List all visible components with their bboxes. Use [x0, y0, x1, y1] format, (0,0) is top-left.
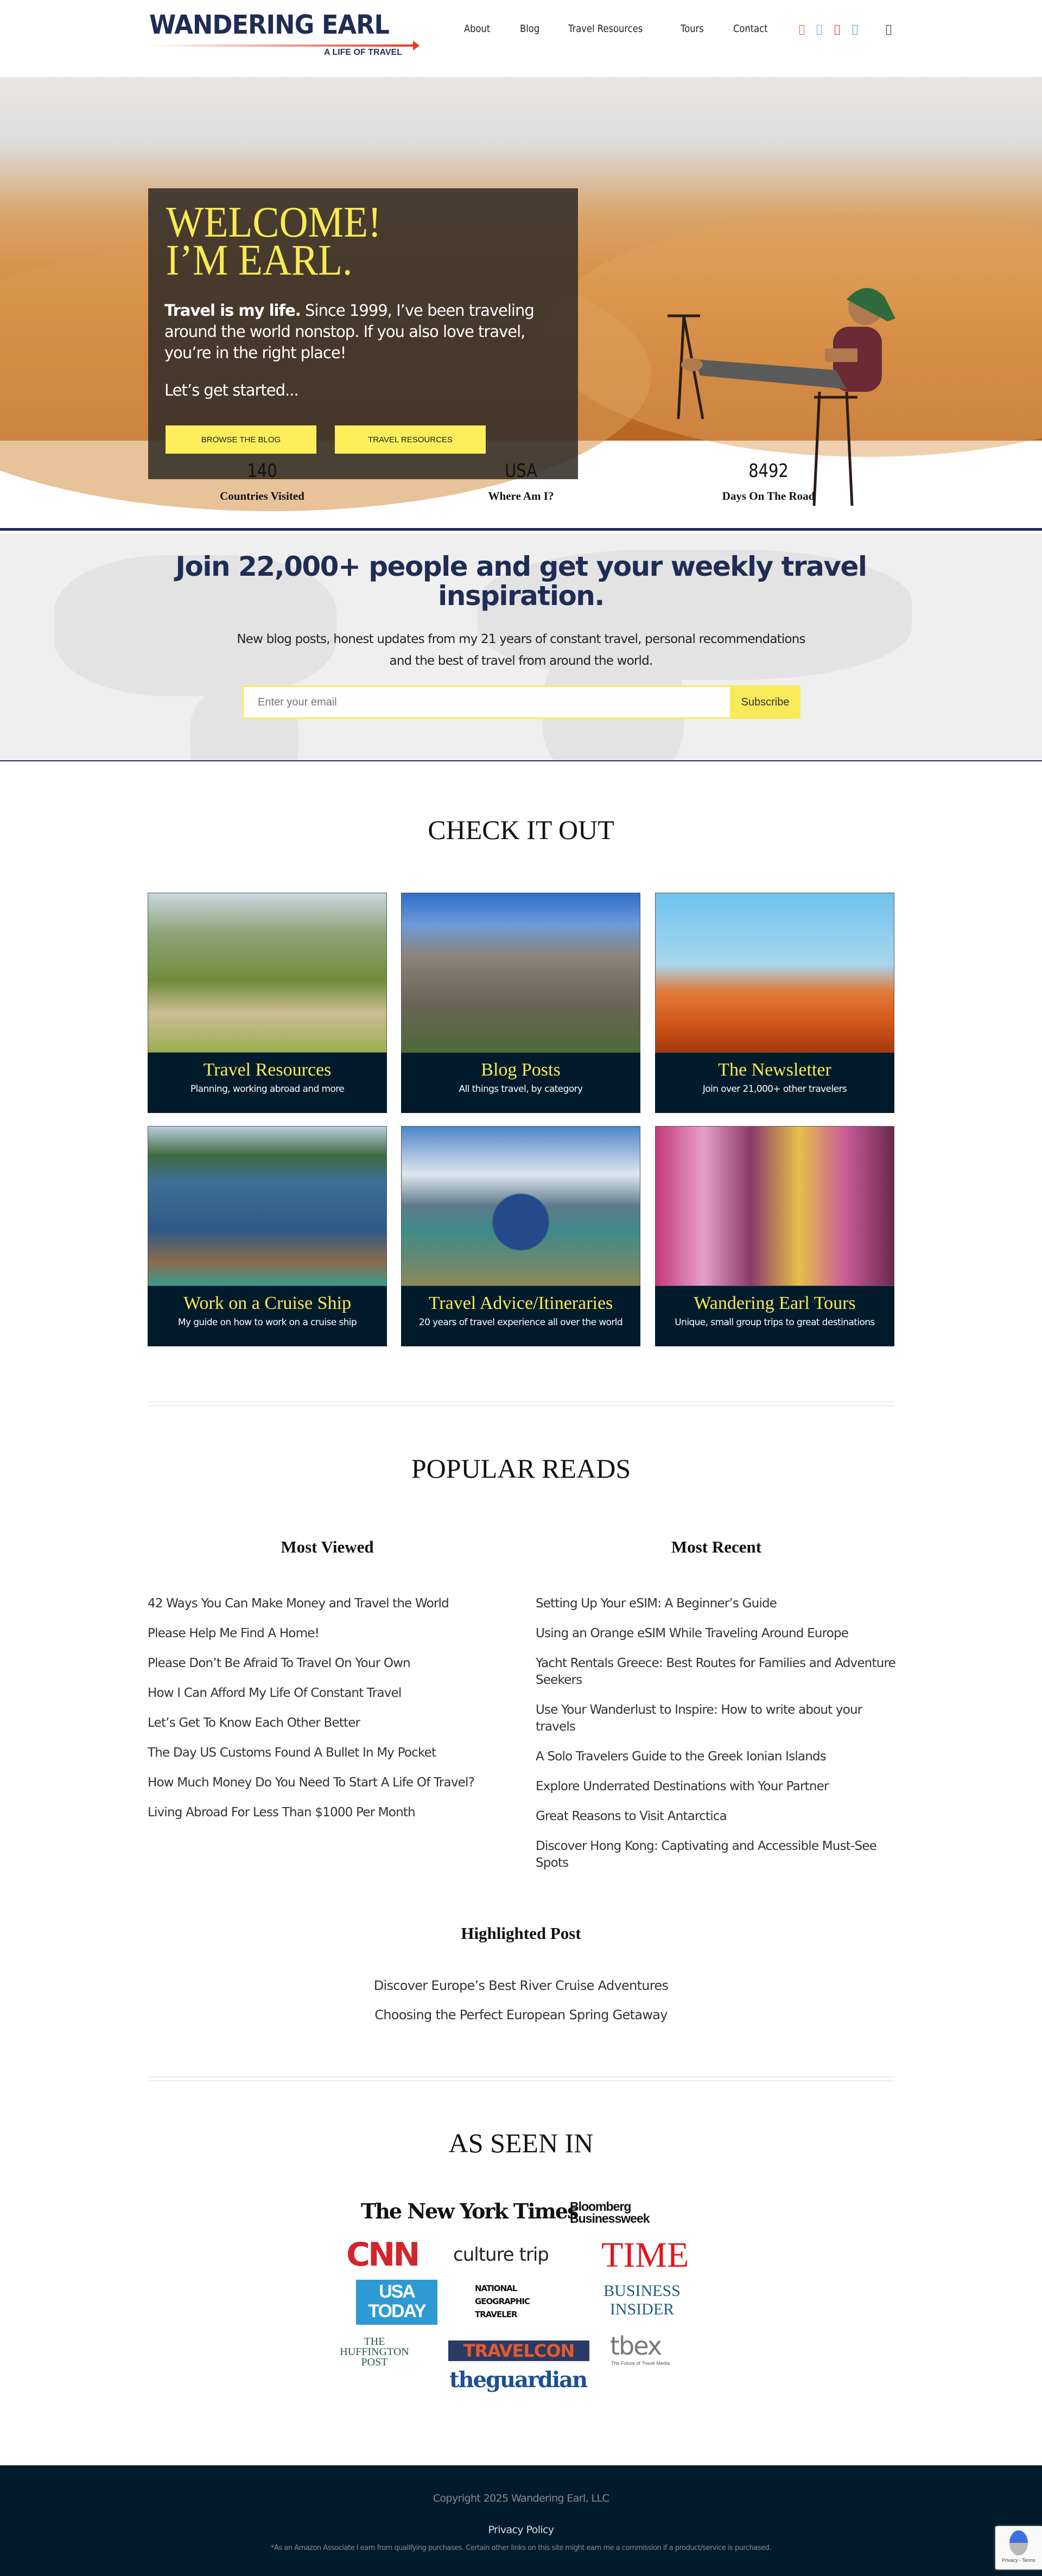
logo-huffington-post: THE HUFFINGTON POST: [340, 2336, 409, 2368]
stat-countries: 140 Countries Visited: [220, 460, 304, 503]
card-blog-posts[interactable]: Blog Posts All things travel, by category: [401, 893, 640, 1113]
logo-tbex: tbex: [610, 2331, 661, 2361]
logo-title: WANDERING EARL: [149, 10, 390, 40]
welcome-panel: [148, 188, 578, 479]
logo-tagline: A LIFE OF TRAVEL: [324, 48, 402, 57]
logo-usa-today: USA TODAY: [356, 2280, 437, 2325]
newsletter-section: [0, 533, 1042, 761]
instagram-icon[interactable]: [853, 25, 857, 35]
hero-section: [0, 77, 1042, 444]
section-divider: [148, 2077, 894, 2081]
list-item[interactable]: How I Can Afford My Life Of Constant Travel: [148, 1686, 402, 1700]
subscribe-button[interactable]: Subscribe: [730, 685, 800, 719]
section-divider: [148, 1402, 894, 1406]
highlighted-post-link[interactable]: Choosing the Perfect European Spring Getaway: [374, 2007, 668, 2022]
list-item[interactable]: Using an Orange eSIM While Traveling Around Europe: [536, 1626, 849, 1640]
list-item[interactable]: Please Don’t Be Afraid To Travel On Your Own: [148, 1656, 410, 1670]
popular-reads-title: POPULAR READS: [411, 1453, 631, 1484]
affiliate-disclaimer: *As an Amazon Associate I earn from qualifying purchases. Certain other links on this site might earn me a commission if a product/service is purchased.: [271, 2544, 771, 2552]
card-image: [148, 1126, 387, 1286]
list-item[interactable]: How Much Money Do You Need To Start A Life Of Travel?: [148, 1776, 474, 1790]
site-header: [0, 0, 1042, 77]
list-item[interactable]: Please Help Me Find A Home!: [148, 1626, 320, 1640]
list-item[interactable]: The Day US Customs Found A Bullet In My Pocket: [148, 1746, 436, 1760]
list-item[interactable]: Great Reasons to Visit Antarctica: [536, 1809, 727, 1823]
nav-blog[interactable]: Blog: [520, 23, 540, 35]
logo-tbex-tagline: The Future of Travel Media: [611, 2361, 670, 2366]
browse-blog-button[interactable]: BROWSE THE BLOG: [166, 425, 316, 454]
privacy-policy-link[interactable]: Privacy Policy: [488, 2524, 554, 2536]
intro-text: Travel is my life. Since 1999, I’ve been traveling around the world nonstop. If you also love travel, you’re in the right place!: [164, 301, 534, 362]
check-it-out-title: CHECK IT OUT: [428, 815, 614, 845]
twitter-icon[interactable]: [817, 25, 822, 35]
copyright-text: Copyright 2025 Wandering Earl, LLC: [433, 2492, 609, 2504]
recaptcha-icon: [1009, 2530, 1028, 2555]
facebook-icon[interactable]: [799, 25, 804, 35]
card-image: [401, 893, 640, 1053]
highlighted-post-link[interactable]: Discover Europe’s Best River Cruise Adventures: [373, 1978, 669, 1993]
most-recent-list: [536, 1595, 897, 1885]
site-footer: [0, 2465, 1042, 2576]
nav-contact[interactable]: Contact: [733, 23, 768, 35]
most-recent-heading: Most Recent: [671, 1537, 762, 1556]
logo-guardian: theguardian: [449, 2367, 587, 2393]
logo-arrow-icon: [149, 44, 415, 47]
highlighted-post-list: [304, 1978, 738, 2037]
newsletter-title: Join 22,000+ people and get your weekly travel inspiration.: [175, 551, 867, 612]
newsletter-description: New blog posts, honest updates from my 21 years of constant travel, personal recommendations and the best of travel from around the world.: [237, 632, 805, 668]
card-image: [655, 1126, 894, 1286]
welcome-heading: WELCOME! I’M EARL.: [166, 199, 382, 284]
highlighted-post-heading: Highlighted Post: [461, 1924, 581, 1943]
list-item[interactable]: Yacht Rentals Greece: Best Routes for Families and Adventure Seekers: [536, 1656, 895, 1687]
email-input[interactable]: [242, 685, 730, 719]
main-nav: [464, 23, 773, 35]
most-viewed-heading: Most Viewed: [281, 1537, 374, 1556]
nav-travel-resources[interactable]: Travel Resources: [568, 23, 643, 35]
card-image: [655, 893, 894, 1053]
site-logo[interactable]: [149, 10, 421, 56]
nav-tours[interactable]: Tours: [680, 23, 704, 35]
stat-location: USA Where Am I?: [488, 460, 554, 503]
nav-about[interactable]: About: [464, 23, 491, 35]
list-item[interactable]: Let’s Get To Know Each Other Better: [148, 1716, 360, 1730]
card-tours[interactable]: Wandering Earl Tours Unique, small group trips to great destinations: [655, 1126, 894, 1346]
logo-time: TIME: [601, 2235, 689, 2275]
card-cruise-ship[interactable]: Work on a Cruise Ship My guide on how to work on a cruise ship: [148, 1126, 387, 1346]
logo-nyt: The New York Times: [361, 2199, 578, 2223]
logo-natgeo-traveler: NATIONAL GEOGRAPHIC TRAVELER: [475, 2284, 530, 2319]
as-seen-in-title: AS SEEN IN: [448, 2128, 594, 2158]
logo-bloomberg: Bloomberg Businessweek: [570, 2199, 650, 2225]
card-newsletter[interactable]: The Newsletter Join over 21,000+ other travelers: [655, 893, 894, 1113]
list-item[interactable]: Living Abroad For Less Than $1000 Per Month: [148, 1805, 415, 1820]
card-image: [148, 893, 387, 1053]
travel-resources-button[interactable]: TRAVEL RESOURCES: [335, 425, 486, 454]
recaptcha-links[interactable]: Privacy - Terms: [1002, 2558, 1035, 2563]
stats-bar: [0, 441, 1042, 531]
list-item[interactable]: Use Your Wanderlust to Inspire: How to write about your travels: [536, 1703, 862, 1734]
search-icon[interactable]: [886, 25, 891, 35]
get-started-text: Let’s get started...: [164, 381, 298, 399]
logo-travelcon: TRAVELCON: [448, 2340, 589, 2361]
list-item[interactable]: Explore Underrated Destinations with Your Partner: [536, 1779, 829, 1793]
recaptcha-badge[interactable]: [995, 2526, 1042, 2569]
list-item[interactable]: Setting Up Your eSIM: A Beginner’s Guide: [536, 1597, 777, 1611]
logo-culture-trip: culture trip: [453, 2244, 549, 2266]
logo-business-insider: BUSINESS INSIDER: [603, 2282, 681, 2318]
list-item[interactable]: 42 Ways You Can Make Money and Travel the World: [148, 1597, 449, 1611]
list-item[interactable]: Discover Hong Kong: Captivating and Accessible Must-See Spots: [536, 1839, 876, 1870]
stat-days: 8492 Days On The Road: [722, 460, 815, 503]
card-travel-resources[interactable]: Travel Resources Planning, working abroad and more: [148, 893, 387, 1113]
logo-cnn: CNN: [346, 2236, 418, 2274]
youtube-icon[interactable]: [835, 25, 840, 35]
list-item[interactable]: A Solo Travelers Guide to the Greek Ionian Islands: [536, 1750, 826, 1764]
card-image: [401, 1126, 640, 1286]
most-viewed-list: [148, 1595, 517, 1834]
card-travel-advice[interactable]: Travel Advice/Itineraries 20 years of travel experience all over the world: [401, 1126, 640, 1346]
